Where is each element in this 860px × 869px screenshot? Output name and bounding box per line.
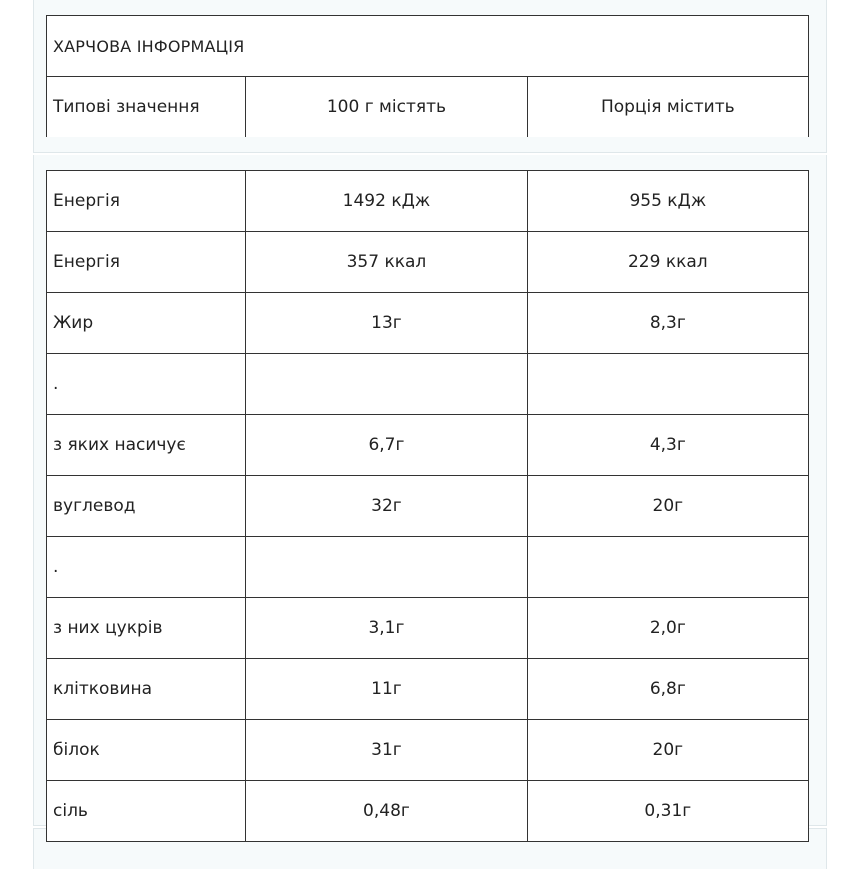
row-label: . [47, 537, 246, 598]
row-label: сіль [47, 781, 246, 842]
row-label: Енергія [47, 171, 246, 232]
column-header-per-100g: 100 г містять [246, 77, 527, 138]
table-row [47, 232, 809, 293]
value-per-portion: 20г [527, 720, 808, 781]
value-per-portion [527, 537, 808, 598]
value-per-100g [246, 354, 527, 415]
value-per-portion: 6,8г [527, 659, 808, 720]
nutrition-title: ХАРЧОВА ІНФОРМАЦІЯ [47, 16, 809, 77]
column-header-typical: Типові значення [47, 77, 246, 138]
value-per-100g: 3,1г [246, 598, 527, 659]
row-label: Жир [47, 293, 246, 354]
value-per-portion: 4,3г [527, 415, 808, 476]
table-row [47, 354, 809, 415]
table-row [47, 171, 809, 232]
row-label: Енергія [47, 232, 246, 293]
value-per-100g: 13г [246, 293, 527, 354]
value-per-portion: 0,31г [527, 781, 808, 842]
table-row [47, 659, 809, 720]
value-per-100g: 32г [246, 476, 527, 537]
value-per-portion [527, 354, 808, 415]
table-row [47, 415, 809, 476]
value-per-100g: 11г [246, 659, 527, 720]
row-label: білок [47, 720, 246, 781]
row-label: клітковина [47, 659, 246, 720]
value-per-100g: 6,7г [246, 415, 527, 476]
row-label: вуглевод [47, 476, 246, 537]
value-per-portion: 229 ккал [527, 232, 808, 293]
value-per-100g: 1492 кДж [246, 171, 527, 232]
table-row [47, 781, 809, 842]
row-label: з них цукрів [47, 598, 246, 659]
table-row [47, 476, 809, 537]
value-per-portion: 8,3г [527, 293, 808, 354]
value-per-portion: 2,0г [527, 598, 808, 659]
value-per-100g: 0,48г [246, 781, 527, 842]
table-row [47, 598, 809, 659]
nutrition-header-table [46, 15, 809, 137]
table-row [47, 720, 809, 781]
table-row [47, 293, 809, 354]
row-label: . [47, 354, 246, 415]
row-label: з яких насичує [47, 415, 246, 476]
value-per-portion: 955 кДж [527, 171, 808, 232]
table-row [47, 537, 809, 598]
column-header-per-portion: Порція містить [527, 77, 808, 138]
value-per-100g: 31г [246, 720, 527, 781]
nutrition-table [46, 170, 809, 842]
value-per-100g [246, 537, 527, 598]
value-per-portion: 20г [527, 476, 808, 537]
value-per-100g: 357 ккал [246, 232, 527, 293]
